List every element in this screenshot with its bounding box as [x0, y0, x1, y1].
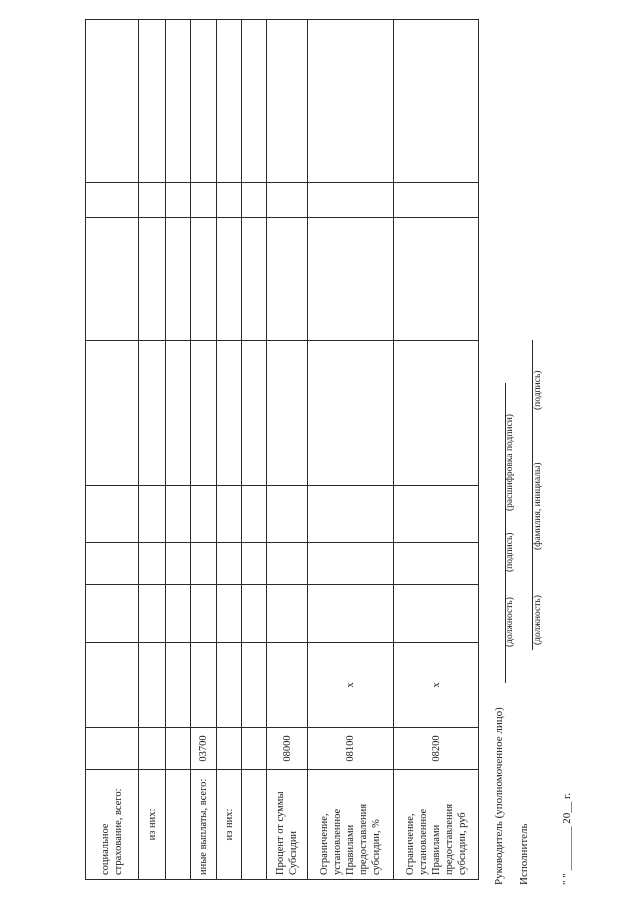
value-cell — [308, 20, 394, 183]
value-cell — [86, 486, 139, 543]
value-cell — [86, 341, 139, 486]
value-cell — [267, 218, 308, 341]
value-cell — [166, 486, 191, 543]
value-cell — [191, 183, 217, 218]
value-cell — [267, 643, 308, 728]
value-cell — [86, 183, 139, 218]
value-cell — [191, 585, 217, 643]
value-cell: x — [394, 643, 479, 728]
row-code — [217, 728, 242, 770]
value-cell — [267, 486, 308, 543]
value-cell — [217, 20, 242, 183]
table-row — [308, 20, 394, 880]
table-row — [166, 20, 191, 880]
value-cell — [86, 218, 139, 341]
value-cell — [308, 218, 394, 341]
row-label: Ограничение, установленное Правилами предоставления субсидии, % — [308, 770, 394, 880]
executor-caption-signature: (подпись) — [533, 370, 543, 410]
row-code: 03700 — [191, 728, 217, 770]
value-cell — [217, 218, 242, 341]
value-cell — [267, 543, 308, 585]
report-table — [85, 19, 479, 880]
value-cell — [394, 585, 479, 643]
executor-label: Исполнитель — [518, 823, 530, 885]
row-code — [242, 728, 267, 770]
value-cell — [242, 218, 267, 341]
value-cell — [394, 218, 479, 341]
table-row — [242, 20, 267, 880]
value-cell — [242, 20, 267, 183]
value-cell — [191, 486, 217, 543]
row-label: иные выплаты, всего: — [191, 770, 217, 880]
value-cell — [308, 183, 394, 218]
table-row — [217, 20, 242, 880]
value-cell — [217, 341, 242, 486]
value-cell — [191, 543, 217, 585]
value-cell — [166, 183, 191, 218]
value-cell — [139, 543, 166, 585]
value-cell — [86, 585, 139, 643]
value-cell — [217, 643, 242, 728]
value-cell — [308, 543, 394, 585]
value-cell — [139, 183, 166, 218]
value-cell — [267, 585, 308, 643]
value-cell: x — [308, 643, 394, 728]
value-cell — [217, 486, 242, 543]
value-cell — [139, 20, 166, 183]
row-label: из них: — [139, 770, 166, 880]
executor-caption-name: (фамилия, инициалы) — [533, 462, 543, 550]
table-row — [394, 20, 479, 880]
value-cell — [139, 218, 166, 341]
executor-caption-position: (должность) — [533, 595, 543, 645]
value-cell — [242, 643, 267, 728]
row-label: социальное страхование, всего: — [86, 770, 139, 880]
value-cell — [166, 543, 191, 585]
table-row — [267, 20, 308, 880]
value-cell — [267, 341, 308, 486]
head-caption-position: (должность) — [505, 597, 515, 647]
value-cell — [394, 341, 479, 486]
value-cell — [86, 643, 139, 728]
row-label: из них: — [217, 770, 242, 880]
value-cell — [139, 585, 166, 643]
row-label — [242, 770, 267, 880]
value-cell — [166, 218, 191, 341]
value-cell — [242, 486, 267, 543]
head-caption-decoding: (расшифровка подписи) — [505, 414, 515, 511]
row-label: Ограничение, установленное Правилами предоставления субсидии, руб — [394, 770, 479, 880]
row-code — [86, 728, 139, 770]
table-row — [86, 20, 139, 880]
value-cell — [394, 20, 479, 183]
row-code — [139, 728, 166, 770]
row-label: Процент от суммы Субсидии — [267, 770, 308, 880]
value-cell — [242, 543, 267, 585]
value-cell — [191, 218, 217, 341]
head-caption-signature: (подпись) — [505, 532, 515, 572]
value-cell — [166, 585, 191, 643]
row-code: 08200 — [394, 728, 479, 770]
value-cell — [139, 643, 166, 728]
value-cell — [139, 486, 166, 543]
value-cell — [242, 341, 267, 486]
date-line: " " ________ 20__ г. — [561, 792, 573, 885]
value-cell — [166, 643, 191, 728]
value-cell — [86, 20, 139, 183]
table-row — [191, 20, 217, 880]
table-row — [139, 20, 166, 880]
row-label — [166, 770, 191, 880]
value-cell — [191, 341, 217, 486]
value-cell — [166, 20, 191, 183]
value-cell — [308, 585, 394, 643]
value-cell — [267, 183, 308, 218]
value-cell — [217, 183, 242, 218]
value-cell — [166, 341, 191, 486]
value-cell — [86, 543, 139, 585]
value-cell — [308, 486, 394, 543]
value-cell — [191, 20, 217, 183]
value-cell — [267, 20, 308, 183]
value-cell — [242, 183, 267, 218]
value-cell — [217, 585, 242, 643]
value-cell — [139, 341, 166, 486]
value-cell — [242, 585, 267, 643]
row-code — [166, 728, 191, 770]
value-cell — [394, 486, 479, 543]
value-cell — [394, 183, 479, 218]
value-cell — [308, 341, 394, 486]
row-code: 08100 — [308, 728, 394, 770]
value-cell — [191, 643, 217, 728]
value-cell — [217, 543, 242, 585]
row-code: 08000 — [267, 728, 308, 770]
head-signature-label: Руководитель (уполномоченное лицо) — [493, 707, 505, 885]
value-cell — [394, 543, 479, 585]
